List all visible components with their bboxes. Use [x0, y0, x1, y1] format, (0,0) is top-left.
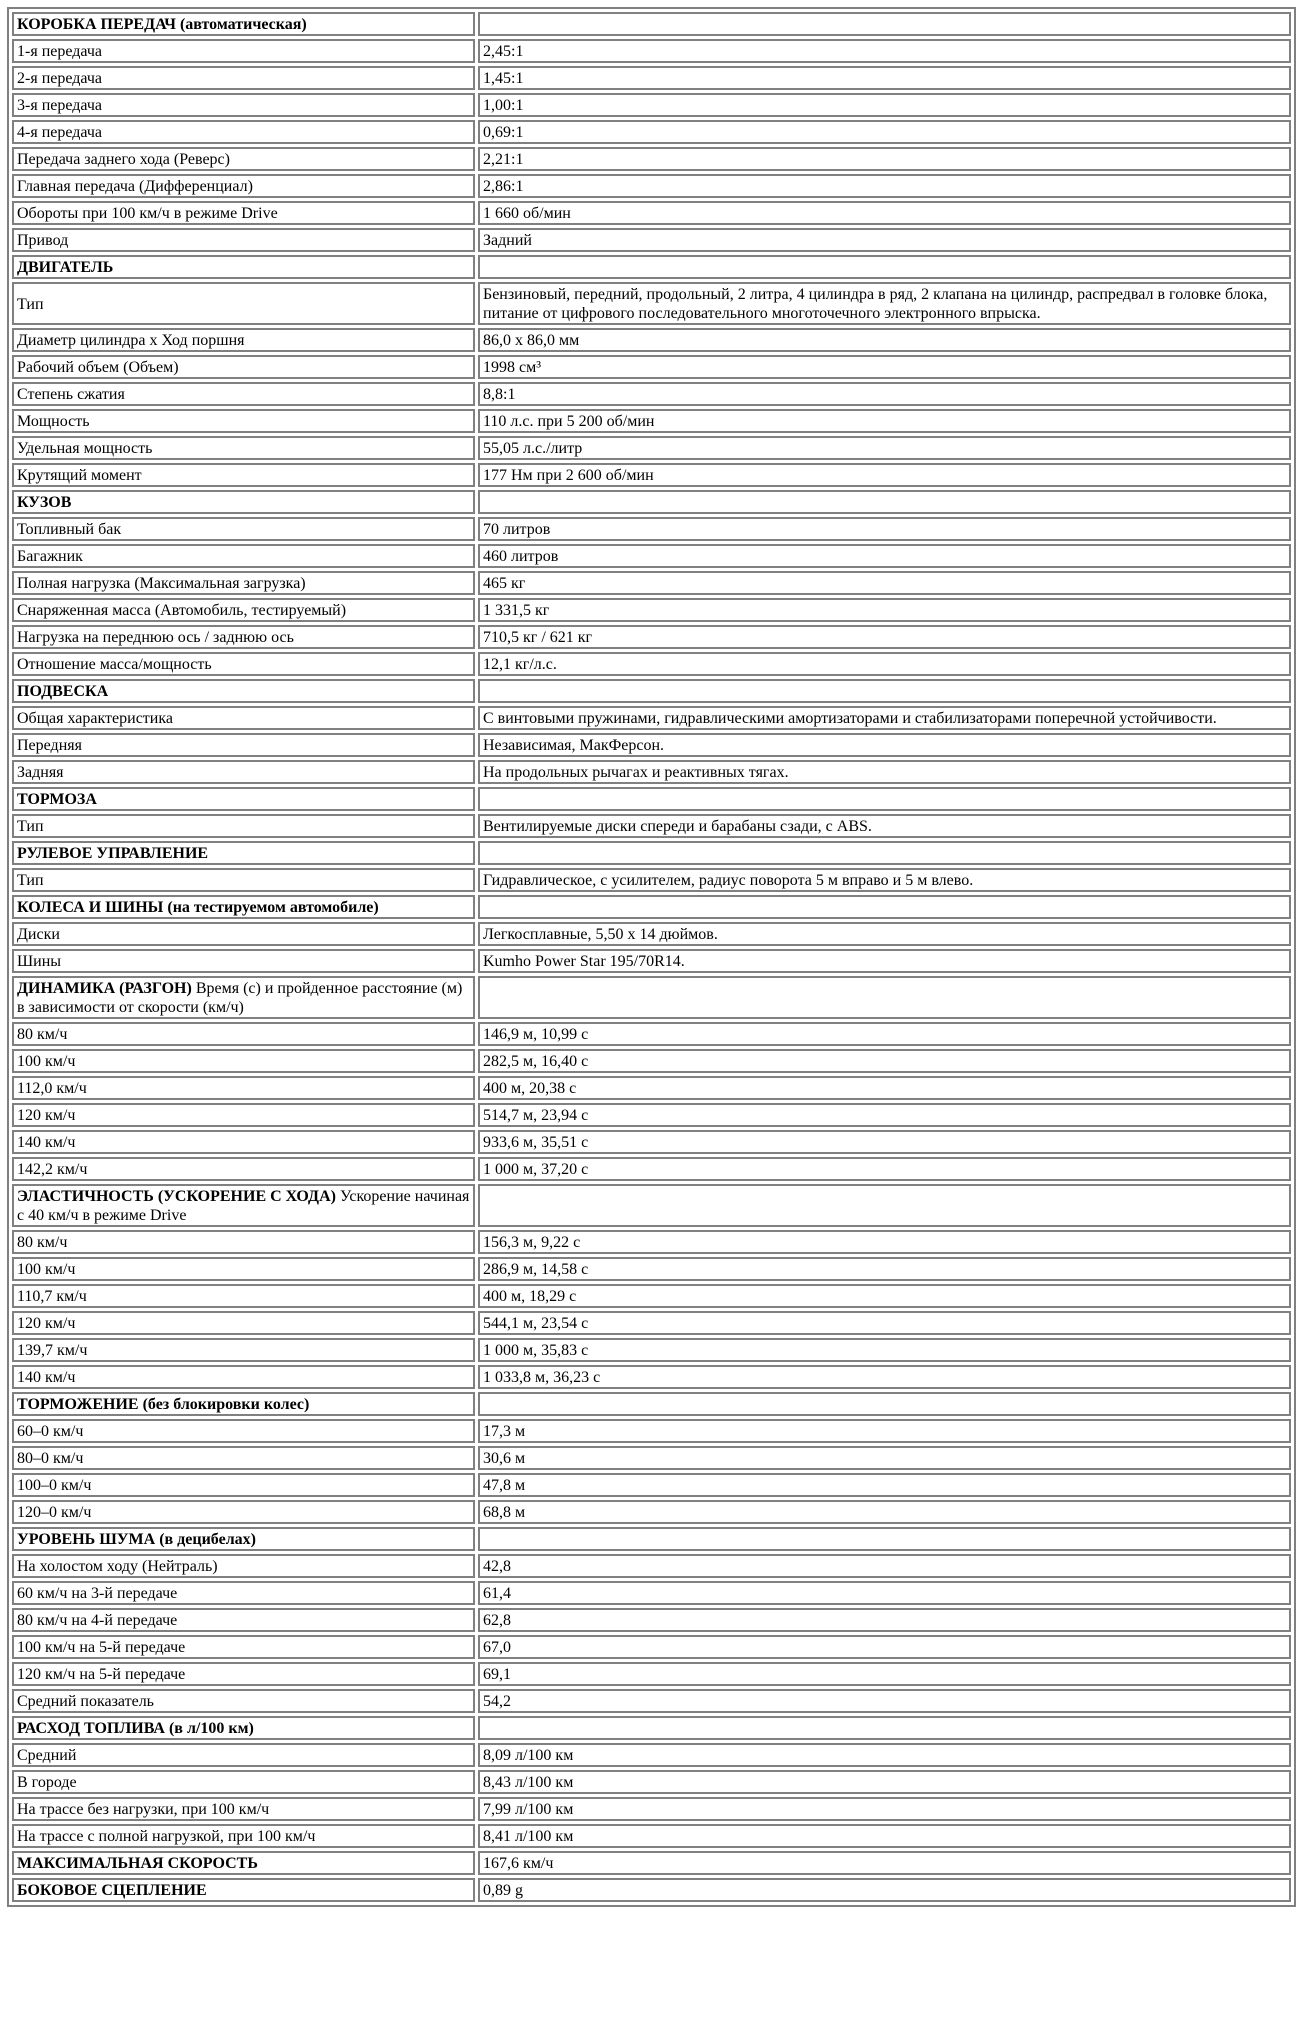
- spec-label: 80–0 км/ч: [12, 1446, 475, 1470]
- spec-row: [12, 1824, 1291, 1848]
- spec-label: Средний: [12, 1743, 475, 1767]
- spec-row: [12, 1446, 1291, 1470]
- spec-label: Тип: [12, 814, 475, 838]
- spec-value: С винтовыми пружинами, гидравлическими амортизаторами и стабилизаторами поперечной устойчивости.: [478, 706, 1291, 730]
- spec-label: 60 км/ч на 3-й передаче: [12, 1581, 475, 1605]
- spec-label: 120 км/ч на 5-й передаче: [12, 1662, 475, 1686]
- section-value-cell: [478, 490, 1291, 514]
- section-note: (без блокировки колес): [142, 1396, 310, 1413]
- spec-label: 80 км/ч на 4-й передаче: [12, 1608, 475, 1632]
- spec-row: [12, 228, 1291, 252]
- spec-value: 61,4: [478, 1581, 1291, 1605]
- section-value-cell: [478, 255, 1291, 279]
- spec-value: 156,3 м, 9,22 с: [478, 1230, 1291, 1254]
- section-value-cell: [478, 787, 1291, 811]
- spec-value: 17,3 м: [478, 1419, 1291, 1443]
- section-note: Время (с) и пройденное расстояние (м) в зависимости от скорости (км/ч): [17, 980, 463, 1016]
- section-title: РАСХОД ТОПЛИВА: [17, 1720, 165, 1737]
- spec-label: Крутящий момент: [12, 463, 475, 487]
- spec-value: 1 000 м, 37,20 с: [478, 1157, 1291, 1181]
- spec-value: 68,8 м: [478, 1500, 1291, 1524]
- spec-row: [12, 544, 1291, 568]
- section-value-cell: [478, 1527, 1291, 1551]
- spec-label: 80 км/ч: [12, 1022, 475, 1046]
- spec-label: Степень сжатия: [12, 382, 475, 406]
- section-value-cell: [478, 841, 1291, 865]
- spec-value: 86,0 x 86,0 мм: [478, 328, 1291, 352]
- spec-value: 544,1 м, 23,54 с: [478, 1311, 1291, 1335]
- spec-row: [12, 706, 1291, 730]
- section-title-cell: [12, 976, 475, 1019]
- spec-label: Багажник: [12, 544, 475, 568]
- spec-value: 146,9 м, 10,99 с: [478, 1022, 1291, 1046]
- spec-label: Отношение масса/мощность: [12, 652, 475, 676]
- spec-row: [12, 1076, 1291, 1100]
- section-title: ПОДВЕСКА: [17, 683, 109, 700]
- spec-label: На трассе без нагрузки, при 100 км/ч: [12, 1797, 475, 1821]
- spec-value: 12,1 кг/л.с.: [478, 652, 1291, 676]
- spec-value: 55,05 л.с./литр: [478, 436, 1291, 460]
- section-value-cell: 167,6 км/ч: [478, 1851, 1291, 1875]
- spec-label: 140 км/ч: [12, 1130, 475, 1154]
- section-title-cell: [12, 1527, 475, 1551]
- spec-row: [12, 1022, 1291, 1046]
- spec-value: 47,8 м: [478, 1473, 1291, 1497]
- section-title-cell: [12, 1392, 475, 1416]
- spec-label: Тип: [12, 282, 475, 325]
- spec-row: [12, 1230, 1291, 1254]
- section-header-row: [12, 1878, 1291, 1902]
- spec-label: Главная передача (Дифференциал): [12, 174, 475, 198]
- spec-label: 1-я передача: [12, 39, 475, 63]
- section-header-row: [12, 1851, 1291, 1875]
- section-title: ДВИГАТЕЛЬ: [17, 259, 114, 276]
- spec-row: [12, 1419, 1291, 1443]
- spec-row: [12, 1284, 1291, 1308]
- spec-label: Привод: [12, 228, 475, 252]
- spec-value: 2,21:1: [478, 147, 1291, 171]
- section-value-cell: [478, 12, 1291, 36]
- section-note: (в децибелах): [159, 1531, 256, 1548]
- spec-value: 42,8: [478, 1554, 1291, 1578]
- spec-label: 80 км/ч: [12, 1230, 475, 1254]
- spec-value: 67,0: [478, 1635, 1291, 1659]
- section-title: УРОВЕНЬ ШУМА: [17, 1531, 156, 1548]
- spec-label: 2-я передача: [12, 66, 475, 90]
- section-header-row: [12, 895, 1291, 919]
- spec-value: 465 кг: [478, 571, 1291, 595]
- spec-row: [12, 436, 1291, 460]
- section-note: (в л/100 км): [168, 1720, 254, 1737]
- section-value-cell: [478, 1392, 1291, 1416]
- spec-label: 100–0 км/ч: [12, 1473, 475, 1497]
- spec-value: 1998 см³: [478, 355, 1291, 379]
- section-header-row: [12, 490, 1291, 514]
- spec-row: [12, 598, 1291, 622]
- section-title: ТОРМОЗА: [17, 791, 97, 808]
- section-header-row: [12, 255, 1291, 279]
- spec-row: [12, 1473, 1291, 1497]
- section-header-row: [12, 1184, 1291, 1227]
- section-title: РУЛЕВОЕ УПРАВЛЕНИЕ: [17, 845, 209, 862]
- section-title: ТОРМОЖЕНИЕ: [17, 1396, 139, 1413]
- spec-row: [12, 1049, 1291, 1073]
- section-title: БОКОВОЕ СЦЕПЛЕНИЕ: [17, 1882, 207, 1899]
- spec-row: [12, 922, 1291, 946]
- spec-label: Передняя: [12, 733, 475, 757]
- spec-value: 1 033,8 м, 36,23 с: [478, 1365, 1291, 1389]
- spec-value: 0,69:1: [478, 120, 1291, 144]
- spec-value: 286,9 м, 14,58 с: [478, 1257, 1291, 1281]
- spec-value: 8,8:1: [478, 382, 1291, 406]
- spec-value: 933,6 м, 35,51 с: [478, 1130, 1291, 1154]
- spec-row: [12, 120, 1291, 144]
- spec-row: [12, 1500, 1291, 1524]
- spec-label: 100 км/ч: [12, 1257, 475, 1281]
- section-title-cell: [12, 1878, 475, 1902]
- spec-row: [12, 949, 1291, 973]
- section-header-row: [12, 787, 1291, 811]
- section-title: КУЗОВ: [17, 494, 72, 511]
- spec-row: [12, 760, 1291, 784]
- section-header-row: [12, 841, 1291, 865]
- spec-row: [12, 382, 1291, 406]
- spec-label: Диаметр цилиндра x Ход поршня: [12, 328, 475, 352]
- spec-label: На холостом ходу (Нейтраль): [12, 1554, 475, 1578]
- section-value-cell: 0,89 g: [478, 1878, 1291, 1902]
- spec-label: 112,0 км/ч: [12, 1076, 475, 1100]
- section-title-cell: [12, 1716, 475, 1740]
- section-title-cell: [12, 895, 475, 919]
- section-title-cell: [12, 1851, 475, 1875]
- spec-value: 110 л.с. при 5 200 об/мин: [478, 409, 1291, 433]
- section-header-row: [12, 12, 1291, 36]
- spec-value: 8,41 л/100 км: [478, 1824, 1291, 1848]
- spec-label: 139,7 км/ч: [12, 1338, 475, 1362]
- spec-row: [12, 1554, 1291, 1578]
- section-title: МАКСИМАЛЬНАЯ СКОРОСТЬ: [17, 1855, 258, 1872]
- spec-label: 120 км/ч: [12, 1311, 475, 1335]
- spec-value: 1 660 об/мин: [478, 201, 1291, 225]
- spec-row: [12, 814, 1291, 838]
- spec-row: [12, 652, 1291, 676]
- section-header-row: [12, 1392, 1291, 1416]
- section-value-cell: [478, 895, 1291, 919]
- spec-row: [12, 1130, 1291, 1154]
- specifications-table: [7, 7, 1296, 1907]
- spec-row: [12, 409, 1291, 433]
- spec-label: Средний показатель: [12, 1689, 475, 1713]
- spec-row: [12, 1689, 1291, 1713]
- spec-row: [12, 1311, 1291, 1335]
- section-title: КОРОБКА ПЕРЕДАЧ: [17, 16, 176, 33]
- section-value-cell: [478, 976, 1291, 1019]
- spec-value: 460 литров: [478, 544, 1291, 568]
- spec-value: 710,5 кг / 621 кг: [478, 625, 1291, 649]
- spec-row: [12, 733, 1291, 757]
- spec-label: Шины: [12, 949, 475, 973]
- spec-label: 100 км/ч: [12, 1049, 475, 1073]
- section-title-cell: [12, 1184, 475, 1227]
- spec-label: Рабочий объем (Объем): [12, 355, 475, 379]
- spec-value: 1,00:1: [478, 93, 1291, 117]
- spec-label: Тип: [12, 868, 475, 892]
- spec-value: Бензиновый, передний, продольный, 2 литра, 4 цилиндра в ряд, 2 клапана на цилиндр, распредвал в головке блока, питание от цифрового последовательного многоточечного электронного впрыска.: [478, 282, 1291, 325]
- spec-label: Общая характеристика: [12, 706, 475, 730]
- spec-value: Вентилируемые диски спереди и барабаны сзади, с ABS.: [478, 814, 1291, 838]
- spec-value: 8,43 л/100 км: [478, 1770, 1291, 1794]
- spec-value: 282,5 м, 16,40 с: [478, 1049, 1291, 1073]
- spec-value: 1 331,5 кг: [478, 598, 1291, 622]
- spec-row: [12, 1365, 1291, 1389]
- spec-row: [12, 1635, 1291, 1659]
- section-title: ЭЛАСТИЧНОСТЬ (УСКОРЕНИЕ С ХОДА): [17, 1188, 336, 1205]
- spec-value: 2,45:1: [478, 39, 1291, 63]
- spec-label: Диски: [12, 922, 475, 946]
- spec-label: 142,2 км/ч: [12, 1157, 475, 1181]
- spec-label: 110,7 км/ч: [12, 1284, 475, 1308]
- spec-value: 177 Нм при 2 600 об/мин: [478, 463, 1291, 487]
- spec-value: 1 000 м, 35,83 с: [478, 1338, 1291, 1362]
- spec-row: [12, 93, 1291, 117]
- spec-label: 4-я передача: [12, 120, 475, 144]
- spec-label: 100 км/ч на 5-й передаче: [12, 1635, 475, 1659]
- spec-value: 62,8: [478, 1608, 1291, 1632]
- spec-label: Топливный бак: [12, 517, 475, 541]
- spec-value: 400 м, 20,38 с: [478, 1076, 1291, 1100]
- section-header-row: [12, 679, 1291, 703]
- spec-row: [12, 1662, 1291, 1686]
- specifications-table-body: [12, 12, 1291, 1902]
- section-title-cell: [12, 490, 475, 514]
- section-header-row: [12, 1716, 1291, 1740]
- section-title-cell: [12, 255, 475, 279]
- spec-row: [12, 39, 1291, 63]
- section-title-cell: [12, 841, 475, 865]
- section-note: (автоматическая): [179, 16, 307, 33]
- spec-row: [12, 1770, 1291, 1794]
- spec-row: [12, 355, 1291, 379]
- spec-value: 514,7 м, 23,94 с: [478, 1103, 1291, 1127]
- spec-value: 400 м, 18,29 с: [478, 1284, 1291, 1308]
- spec-value: 54,2: [478, 1689, 1291, 1713]
- spec-row: [12, 517, 1291, 541]
- section-title: ДИНАМИКА (РАЗГОН): [17, 980, 192, 997]
- spec-row: [12, 147, 1291, 171]
- spec-label: Полная нагрузка (Максимальная загрузка): [12, 571, 475, 595]
- spec-label: 120–0 км/ч: [12, 1500, 475, 1524]
- spec-value: Задний: [478, 228, 1291, 252]
- section-header-row: [12, 976, 1291, 1019]
- spec-value: 30,6 м: [478, 1446, 1291, 1470]
- section-value-cell: [478, 679, 1291, 703]
- spec-row: [12, 571, 1291, 595]
- spec-row: [12, 625, 1291, 649]
- spec-value: Легкосплавные, 5,50 x 14 дюймов.: [478, 922, 1291, 946]
- spec-value: 70 литров: [478, 517, 1291, 541]
- spec-value: 2,86:1: [478, 174, 1291, 198]
- spec-row: [12, 1743, 1291, 1767]
- spec-row: [12, 1338, 1291, 1362]
- spec-label: 3-я передача: [12, 93, 475, 117]
- section-note: Ускорение начиная с 40 км/ч в режиме Drive: [17, 1188, 470, 1224]
- spec-value: Независимая, МакФерсон.: [478, 733, 1291, 757]
- spec-value: 69,1: [478, 1662, 1291, 1686]
- spec-row: [12, 1103, 1291, 1127]
- spec-label: Удельная мощность: [12, 436, 475, 460]
- spec-row: [12, 174, 1291, 198]
- spec-value: 8,09 л/100 км: [478, 1743, 1291, 1767]
- spec-row: [12, 282, 1291, 325]
- spec-row: [12, 328, 1291, 352]
- spec-value: На продольных рычагах и реактивных тягах.: [478, 760, 1291, 784]
- spec-row: [12, 201, 1291, 225]
- spec-label: Снаряженная масса (Автомобиль, тестируемый): [12, 598, 475, 622]
- spec-row: [12, 66, 1291, 90]
- spec-label: Обороты при 100 км/ч в режиме Drive: [12, 201, 475, 225]
- section-title-cell: [12, 12, 475, 36]
- section-value-cell: [478, 1716, 1291, 1740]
- spec-label: На трассе с полной нагрузкой, при 100 км/ч: [12, 1824, 475, 1848]
- spec-value: 1,45:1: [478, 66, 1291, 90]
- spec-label: 60–0 км/ч: [12, 1419, 475, 1443]
- section-title-cell: [12, 679, 475, 703]
- spec-label: 140 км/ч: [12, 1365, 475, 1389]
- spec-row: [12, 1581, 1291, 1605]
- section-title: КОЛЕСА И ШИНЫ: [17, 899, 164, 916]
- section-header-row: [12, 1527, 1291, 1551]
- spec-label: 120 км/ч: [12, 1103, 475, 1127]
- section-note: (на тестируемом автомобиле): [167, 899, 379, 916]
- spec-row: [12, 1157, 1291, 1181]
- spec-row: [12, 868, 1291, 892]
- spec-row: [12, 463, 1291, 487]
- spec-row: [12, 1608, 1291, 1632]
- spec-value: Kumho Power Star 195/70R14.: [478, 949, 1291, 973]
- spec-row: [12, 1797, 1291, 1821]
- spec-label: Задняя: [12, 760, 475, 784]
- spec-label: Нагрузка на переднюю ось / заднюю ось: [12, 625, 475, 649]
- spec-label: Мощность: [12, 409, 475, 433]
- spec-value: 7,99 л/100 км: [478, 1797, 1291, 1821]
- section-title-cell: [12, 787, 475, 811]
- spec-label: В городе: [12, 1770, 475, 1794]
- spec-label: Передача заднего хода (Реверс): [12, 147, 475, 171]
- spec-row: [12, 1257, 1291, 1281]
- section-value-cell: [478, 1184, 1291, 1227]
- spec-value: Гидравлическое, с усилителем, радиус поворота 5 м вправо и 5 м влево.: [478, 868, 1291, 892]
